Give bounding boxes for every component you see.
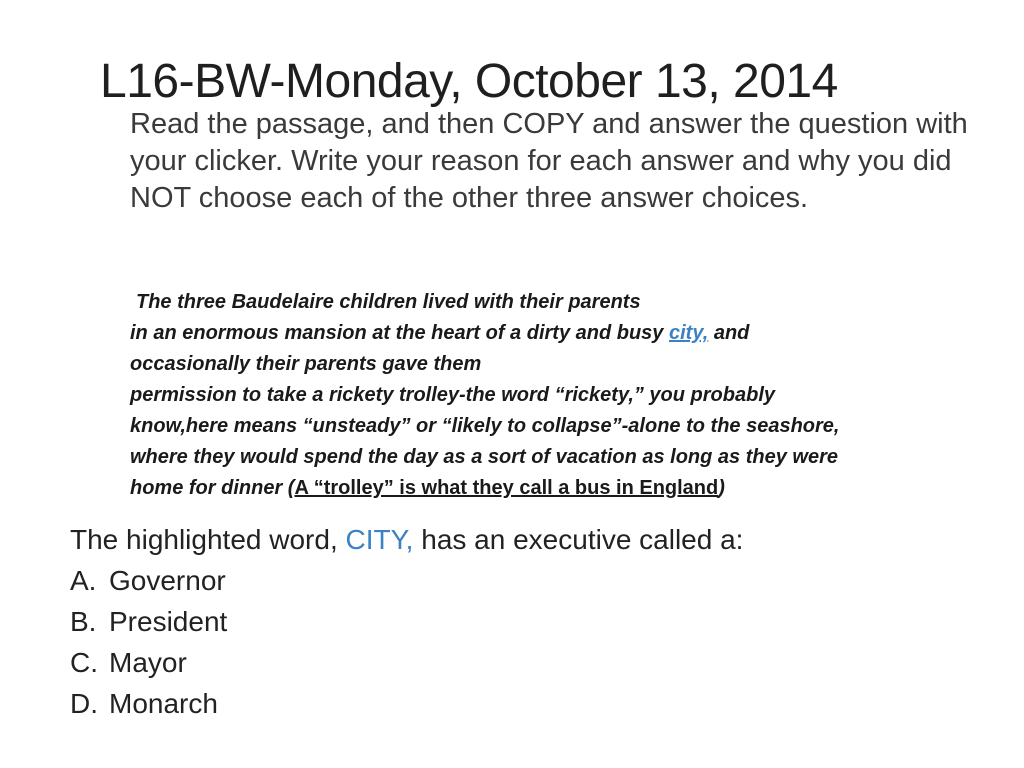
question-text bbox=[70, 520, 743, 560]
choice-letter: B. bbox=[70, 606, 97, 637]
choice-letter: D. bbox=[70, 688, 98, 719]
instructions-text: Read the passage, and then COPY and answer the question with your clicker. Write your reason for each answer and why you did NOT choose each of the other three answer choices. bbox=[130, 108, 968, 214]
slide-title: L16-BW-Monday, October 13, 2014 bbox=[100, 55, 838, 108]
passage-line-6: where they would spend the day as a sort of vacation as long as they were bbox=[130, 446, 838, 468]
passage-line-5: know,here means “unsteady” or “likely to collapse”-alone to the seashore, bbox=[130, 415, 840, 437]
answer-choice-a[interactable] bbox=[70, 560, 227, 601]
choice-text: Mayor bbox=[109, 647, 187, 678]
trolley-footnote: A “trolley” is what they call a bus in England bbox=[294, 477, 719, 499]
passage-line-2 bbox=[130, 318, 1010, 349]
choice-text: Governor bbox=[109, 565, 226, 596]
answer-choice-b[interactable] bbox=[70, 601, 227, 642]
city-highlight-link[interactable]: city, bbox=[668, 322, 709, 344]
passage-line-7-end: ) bbox=[718, 477, 725, 499]
passage bbox=[130, 287, 1010, 504]
choice-text: Monarch bbox=[109, 688, 218, 719]
choice-letter: A. bbox=[70, 565, 97, 596]
choice-text: President bbox=[109, 606, 228, 637]
passage-line-2-end: and bbox=[708, 322, 750, 344]
passage-line-1: The three Baudelaire children lived with their parents bbox=[136, 291, 641, 313]
question-start: The highlighted word, bbox=[70, 524, 346, 555]
answer-choice-d[interactable] bbox=[70, 683, 227, 724]
passage-line-4: permission to take a rickety trolley-the word “rickety,” you probably bbox=[130, 384, 775, 406]
passage-line-2-start: in an enormous mansion at the heart of a dirty and busy bbox=[130, 322, 669, 344]
answer-choice-c[interactable] bbox=[70, 642, 227, 683]
passage-line-3: occasionally their parents gave them bbox=[130, 353, 482, 375]
question-end: has an executive called a: bbox=[413, 524, 744, 555]
answer-choices bbox=[70, 560, 227, 724]
passage-line-7-start: home for dinner ( bbox=[130, 477, 295, 499]
question-highlight-word: CITY, bbox=[345, 524, 414, 555]
passage-line-7 bbox=[130, 473, 1010, 504]
choice-letter: C. bbox=[70, 647, 98, 678]
